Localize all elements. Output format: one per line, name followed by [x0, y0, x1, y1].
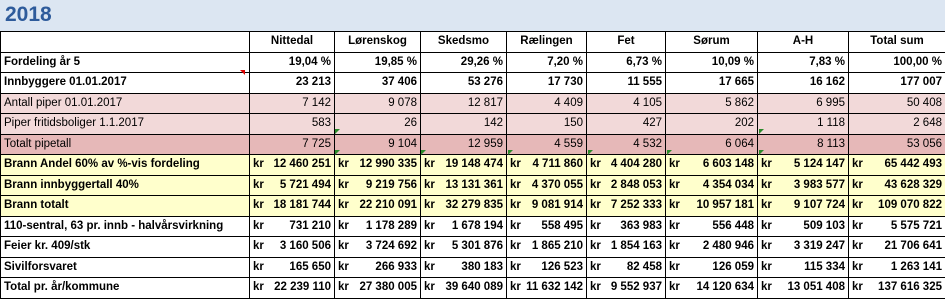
- amount-value: 558 495: [541, 218, 583, 235]
- data-cell[interactable]: 17 665: [666, 73, 758, 94]
- row-brann-andel: [1, 155, 945, 176]
- amount-value: 1 678 194: [452, 218, 503, 235]
- currency-label: kr: [852, 156, 863, 173]
- amount-value: 14 120 634: [696, 279, 754, 296]
- amount-value: 3 983 577: [794, 177, 845, 194]
- currency-label: kr: [424, 279, 435, 296]
- data-cell[interactable]: [758, 216, 849, 237]
- data-cell[interactable]: [421, 257, 507, 278]
- data-cell[interactable]: [507, 257, 587, 278]
- amount-value: 10 957 181: [696, 197, 754, 214]
- amount-value: 65 442 493: [884, 156, 942, 173]
- data-cell[interactable]: 12 817: [421, 93, 507, 114]
- amount-value: 126 059: [712, 259, 754, 276]
- currency-label: kr: [338, 279, 349, 296]
- amount-value: 6 603 148: [703, 156, 754, 173]
- amount-value: 9 107 724: [794, 197, 845, 214]
- amount-value: 32 279 835: [445, 197, 503, 214]
- amount-value: 5 301 876: [452, 238, 503, 255]
- data-cell[interactable]: 4 105: [587, 93, 666, 114]
- data-cell[interactable]: 12 959: [421, 134, 507, 155]
- data-cell[interactable]: 202: [666, 114, 758, 135]
- data-cell[interactable]: [587, 278, 666, 299]
- row-innbyggere: [1, 73, 945, 94]
- header-row: [1, 32, 945, 53]
- data-cell[interactable]: 2 648: [849, 114, 945, 135]
- data-cell[interactable]: 16 162: [758, 73, 849, 94]
- currency-label: kr: [852, 238, 863, 255]
- amount-value: 22 239 110: [274, 279, 331, 296]
- data-cell[interactable]: [587, 216, 666, 237]
- amount-value: 18 181 744: [273, 197, 331, 214]
- data-cell[interactable]: 6 064: [666, 134, 758, 155]
- amount-value: 9 081 914: [532, 197, 583, 214]
- data-cell[interactable]: [587, 196, 666, 217]
- data-cell[interactable]: [758, 196, 849, 217]
- currency-label: kr: [590, 279, 601, 296]
- row-total: [1, 278, 945, 299]
- corner-cell[interactable]: [1, 32, 250, 53]
- amount-value: 380 183: [461, 259, 503, 276]
- data-cell[interactable]: [758, 257, 849, 278]
- data-cell[interactable]: 4 409: [507, 93, 587, 114]
- currency-label: kr: [338, 197, 349, 214]
- data-cell[interactable]: 7,83 %: [758, 52, 849, 73]
- data-cell[interactable]: [758, 175, 849, 196]
- currency-label: kr: [669, 197, 680, 214]
- data-cell[interactable]: 6,73 %: [587, 52, 666, 73]
- currency-label: kr: [253, 259, 264, 276]
- data-cell[interactable]: [849, 237, 945, 258]
- amount-value: 2 848 053: [611, 177, 662, 194]
- amount-value: 2 480 946: [703, 238, 754, 255]
- currency-label: kr: [510, 177, 521, 194]
- data-cell[interactable]: 7,20 %: [507, 52, 587, 73]
- data-cell[interactable]: 19,85 %: [335, 52, 421, 73]
- data-cell[interactable]: 150: [507, 114, 587, 135]
- currency-label: kr: [761, 156, 772, 173]
- currency-label: kr: [590, 238, 601, 255]
- data-cell[interactable]: 6 995: [758, 93, 849, 114]
- error-indicator: [667, 150, 672, 155]
- data-cell[interactable]: 5 862: [666, 93, 758, 114]
- data-cell[interactable]: [250, 216, 335, 237]
- currency-label: kr: [338, 156, 349, 173]
- error-indicator: [588, 150, 593, 155]
- data-cell[interactable]: [666, 237, 758, 258]
- data-cell[interactable]: [849, 155, 945, 176]
- data-cell[interactable]: [758, 155, 849, 176]
- currency-label: kr: [424, 238, 435, 255]
- data-cell[interactable]: 11 555: [587, 73, 666, 94]
- data-cell[interactable]: 26: [335, 114, 421, 135]
- currency-label: kr: [669, 177, 680, 194]
- data-cell[interactable]: [666, 257, 758, 278]
- amount-value: 9 552 937: [611, 279, 662, 296]
- amount-value: 4 354 034: [703, 177, 754, 194]
- data-cell[interactable]: [587, 257, 666, 278]
- data-cell[interactable]: 427: [587, 114, 666, 135]
- amount-value: 556 448: [712, 218, 754, 235]
- data-cell[interactable]: [507, 237, 587, 258]
- data-cell[interactable]: [849, 216, 945, 237]
- data-cell[interactable]: [666, 216, 758, 237]
- amount-value: 21 706 641: [884, 238, 942, 255]
- data-cell[interactable]: [849, 196, 945, 217]
- data-cell[interactable]: [507, 216, 587, 237]
- currency-label: kr: [761, 238, 772, 255]
- currency-label: kr: [510, 156, 521, 173]
- col-header[interactable]: Total sum: [849, 32, 945, 53]
- currency-label: kr: [852, 259, 863, 276]
- data-cell[interactable]: 4 532: [587, 134, 666, 155]
- data-cell[interactable]: [507, 278, 587, 299]
- data-cell[interactable]: [507, 175, 587, 196]
- comment-indicator: [240, 70, 245, 75]
- data-cell[interactable]: [849, 257, 945, 278]
- data-cell[interactable]: [250, 155, 335, 176]
- amount-value: 12 460 251: [273, 156, 331, 173]
- amount-value: 13 131 361: [445, 177, 503, 194]
- currency-label: kr: [510, 259, 521, 276]
- currency-label: kr: [590, 259, 601, 276]
- currency-label: kr: [669, 156, 680, 173]
- data-cell[interactable]: 23 213: [250, 73, 335, 94]
- sheet-title: 2018: [5, 3, 52, 27]
- amount-value: 731 210: [289, 218, 331, 235]
- amount-value: 4 711 860: [532, 156, 583, 173]
- currency-label: kr: [669, 218, 680, 235]
- data-cell[interactable]: 100,00 %: [849, 52, 945, 73]
- error-indicator: [508, 150, 513, 155]
- row-label[interactable]: Piper fritidsboliger 1.1.2017: [1, 114, 250, 135]
- data-cell[interactable]: [335, 278, 421, 299]
- amount-value: 5 721 494: [280, 177, 331, 194]
- amount-value: 19 148 474: [445, 156, 503, 173]
- data-cell[interactable]: 10,09 %: [666, 52, 758, 73]
- row-feier: [1, 237, 945, 258]
- currency-label: kr: [510, 197, 521, 214]
- currency-label: kr: [590, 156, 601, 173]
- currency-label: kr: [852, 279, 863, 296]
- row-pipetall: [1, 134, 945, 155]
- data-cell[interactable]: [421, 278, 507, 299]
- amount-value: 126 523: [541, 259, 583, 276]
- data-cell[interactable]: [849, 175, 945, 196]
- data-cell[interactable]: [507, 155, 587, 176]
- amount-value: 3 160 506: [280, 238, 331, 255]
- error-indicator: [335, 129, 340, 134]
- data-cell[interactable]: [507, 196, 587, 217]
- data-cell[interactable]: [421, 237, 507, 258]
- data-cell[interactable]: [335, 175, 421, 196]
- amount-value: 4 370 055: [532, 177, 583, 194]
- col-header[interactable]: Rælingen: [507, 32, 587, 53]
- currency-label: kr: [669, 238, 680, 255]
- amount-value: 1 178 289: [366, 218, 417, 235]
- currency-label: kr: [590, 177, 601, 194]
- data-cell[interactable]: [335, 155, 421, 176]
- data-cell[interactable]: [335, 237, 421, 258]
- data-cell[interactable]: [421, 196, 507, 217]
- data-cell[interactable]: [666, 196, 758, 217]
- row-label[interactable]: 110-sentral, 63 pr. innb - halvårsvirkning: [1, 216, 250, 237]
- currency-label: kr: [338, 177, 349, 194]
- data-cell[interactable]: [587, 155, 666, 176]
- amount-value: 1 865 210: [532, 238, 583, 255]
- data-cell[interactable]: [335, 216, 421, 237]
- currency-label: kr: [761, 279, 772, 296]
- data-cell[interactable]: [250, 257, 335, 278]
- row-sentral: [1, 216, 945, 237]
- amount-value: 12 990 335: [359, 156, 417, 173]
- data-cell[interactable]: [250, 175, 335, 196]
- data-cell[interactable]: 142: [421, 114, 507, 135]
- data-cell[interactable]: [250, 196, 335, 217]
- amount-value: 1 854 163: [611, 238, 662, 255]
- col-header[interactable]: Sørum: [666, 32, 758, 53]
- currency-label: kr: [253, 156, 264, 173]
- data-cell[interactable]: 583: [250, 114, 335, 135]
- row-brann-innb: [1, 175, 945, 196]
- error-indicator: [759, 129, 764, 134]
- currency-label: kr: [253, 218, 264, 235]
- amount-value: 266 933: [375, 259, 417, 276]
- currency-label: kr: [253, 177, 264, 194]
- data-cell[interactable]: [758, 278, 849, 299]
- row-label[interactable]: Brann innbyggertall 40%: [1, 175, 250, 196]
- data-cell[interactable]: [335, 257, 421, 278]
- currency-label: kr: [253, 197, 264, 214]
- row-piper: [1, 93, 945, 114]
- data-cell[interactable]: [250, 278, 335, 299]
- amount-value: 109 070 822: [878, 197, 942, 214]
- amount-value: 7 252 333: [611, 197, 662, 214]
- amount-value: 3 724 692: [366, 238, 417, 255]
- data-cell[interactable]: [421, 216, 507, 237]
- amount-value: 5 575 721: [891, 218, 942, 235]
- data-cell[interactable]: [758, 237, 849, 258]
- currency-label: kr: [338, 259, 349, 276]
- row-fordeling: [1, 52, 945, 73]
- col-header[interactable]: Fet: [587, 32, 666, 53]
- currency-label: kr: [852, 177, 863, 194]
- data-cell[interactable]: 17 730: [507, 73, 587, 94]
- row-label[interactable]: Feier kr. 409/stk: [1, 237, 250, 258]
- amount-value: 363 983: [620, 218, 662, 235]
- currency-label: kr: [510, 238, 521, 255]
- col-header[interactable]: Nittedal: [250, 32, 335, 53]
- currency-label: kr: [761, 259, 772, 276]
- currency-label: kr: [590, 218, 601, 235]
- data-cell[interactable]: [587, 175, 666, 196]
- currency-label: kr: [510, 218, 521, 235]
- amount-value: 11 632 142: [526, 279, 583, 296]
- data-cell[interactable]: 9 104: [335, 134, 421, 155]
- row-label[interactable]: Fordeling år 5: [1, 52, 250, 73]
- currency-label: kr: [338, 238, 349, 255]
- row-label[interactable]: Sivilforsvaret: [1, 257, 250, 278]
- data-cell[interactable]: [849, 278, 945, 299]
- data-cell[interactable]: [335, 196, 421, 217]
- col-header[interactable]: Skedsmo: [421, 32, 507, 53]
- data-cell[interactable]: 53 056: [849, 134, 945, 155]
- title-band: [0, 0, 945, 31]
- data-cell[interactable]: 8 113: [758, 134, 849, 155]
- data-cell[interactable]: 50 408: [849, 93, 945, 114]
- data-cell[interactable]: 1 118: [758, 114, 849, 135]
- amount-value: 3 319 247: [794, 238, 845, 255]
- currency-label: kr: [590, 197, 601, 214]
- row-label[interactable]: Totalt pipetall: [1, 134, 250, 155]
- currency-label: kr: [761, 218, 772, 235]
- data-cell[interactable]: 29,26 %: [421, 52, 507, 73]
- row-label[interactable]: Innbyggere 01.01.2017: [1, 73, 250, 94]
- amount-value: 43 628 329: [884, 177, 942, 194]
- budget-table: [0, 31, 945, 299]
- data-cell[interactable]: 53 276: [421, 73, 507, 94]
- data-cell[interactable]: 9 078: [335, 93, 421, 114]
- amount-value: 27 380 005: [359, 279, 417, 296]
- data-cell[interactable]: 177 007: [849, 73, 945, 94]
- amount-value: 39 640 089: [445, 279, 503, 296]
- amount-value: 137 616 325: [878, 279, 942, 296]
- currency-label: kr: [669, 259, 680, 276]
- amount-value: 22 210 091: [359, 197, 417, 214]
- currency-label: kr: [424, 197, 435, 214]
- row-label[interactable]: Brann totalt: [1, 196, 250, 217]
- currency-label: kr: [761, 177, 772, 194]
- currency-label: kr: [424, 218, 435, 235]
- amount-value: 9 219 756: [366, 177, 417, 194]
- error-indicator: [759, 150, 764, 155]
- row-label[interactable]: Brann Andel 60% av %-vis fordeling: [1, 155, 250, 176]
- amount-value: 165 650: [289, 259, 331, 276]
- row-label[interactable]: Antall piper 01.01.2017: [1, 93, 250, 114]
- currency-label: kr: [253, 238, 264, 255]
- data-cell[interactable]: [250, 237, 335, 258]
- amount-value: 509 103: [803, 218, 845, 235]
- amount-value: 115 334: [804, 259, 845, 276]
- data-cell[interactable]: [666, 278, 758, 299]
- currency-label: kr: [424, 259, 435, 276]
- col-header[interactable]: A-H: [758, 32, 849, 53]
- col-header[interactable]: Lørenskog: [335, 32, 421, 53]
- currency-label: kr: [669, 279, 680, 296]
- error-indicator: [421, 150, 426, 155]
- row-label[interactable]: Total pr. år/kommune: [1, 278, 250, 299]
- row-sivil: [1, 257, 945, 278]
- currency-label: kr: [510, 279, 521, 296]
- amount-value: 1 263 141: [891, 259, 942, 276]
- currency-label: kr: [338, 218, 349, 235]
- data-cell[interactable]: 4 559: [507, 134, 587, 155]
- data-cell[interactable]: [421, 175, 507, 196]
- data-cell[interactable]: 19,04 %: [250, 52, 335, 73]
- row-brann-totalt: [1, 196, 945, 217]
- currency-label: kr: [761, 197, 772, 214]
- data-cell[interactable]: [421, 155, 507, 176]
- amount-value: 4 404 280: [611, 156, 662, 173]
- data-cell[interactable]: 7 725: [250, 134, 335, 155]
- currency-label: kr: [424, 177, 435, 194]
- data-cell[interactable]: [666, 155, 758, 176]
- currency-label: kr: [253, 279, 264, 296]
- data-cell[interactable]: [587, 237, 666, 258]
- currency-label: kr: [852, 218, 863, 235]
- data-cell[interactable]: 37 406: [335, 73, 421, 94]
- row-fritid: [1, 114, 945, 135]
- data-cell[interactable]: 7 142: [250, 93, 335, 114]
- amount-value: 82 458: [627, 259, 662, 276]
- currency-label: kr: [424, 156, 435, 173]
- data-cell[interactable]: [666, 175, 758, 196]
- amount-value: 13 051 408: [787, 279, 845, 296]
- amount-value: 5 124 147: [794, 156, 845, 173]
- error-indicator: [335, 150, 340, 155]
- currency-label: kr: [852, 197, 863, 214]
